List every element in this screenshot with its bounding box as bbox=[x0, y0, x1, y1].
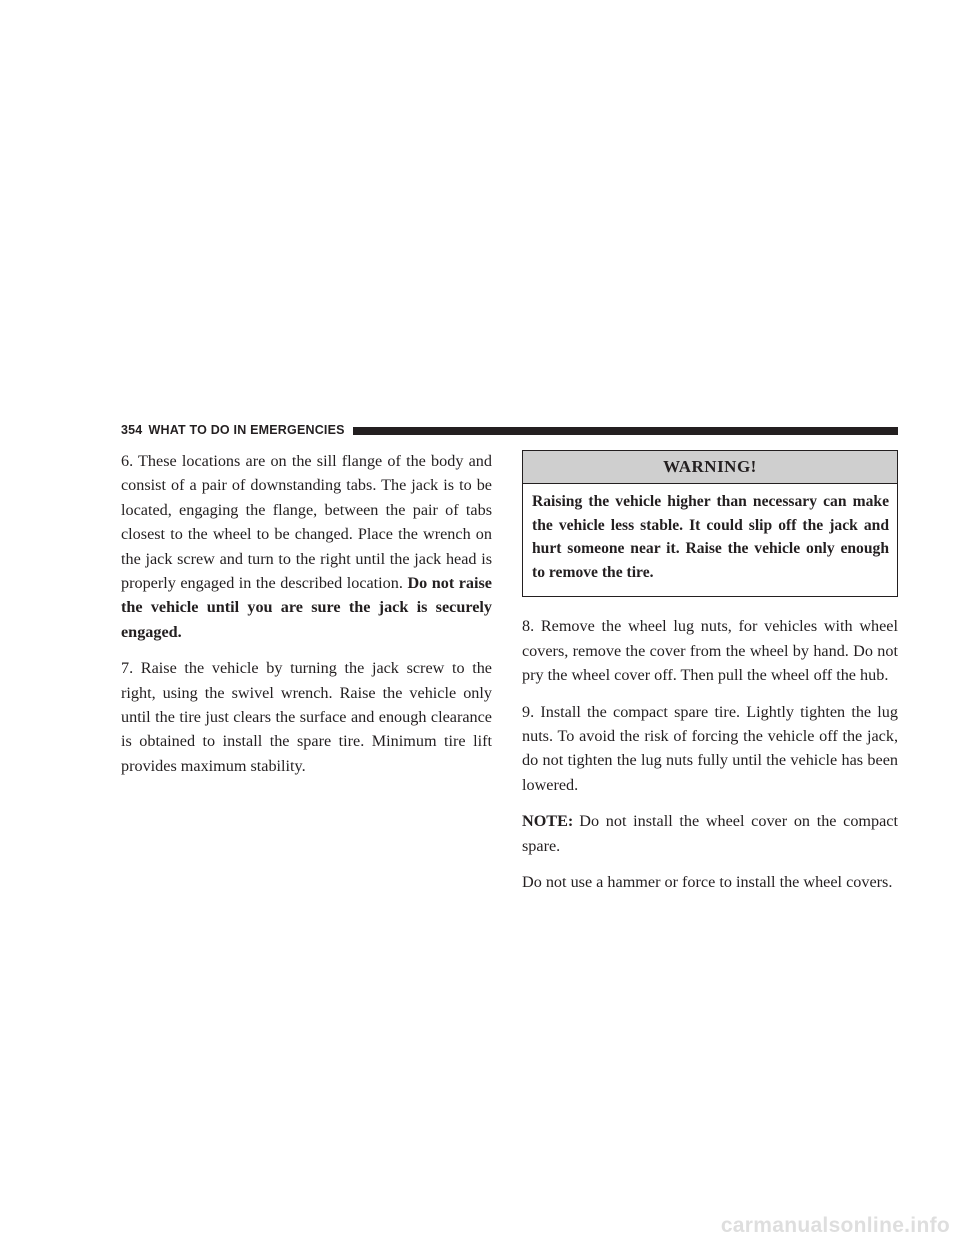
header-page-number: 354 bbox=[121, 423, 143, 437]
step-9-paragraph: 9. Install the compact spare tire. Lightly tighten the lug nuts. To avoid the risk of forcing the vehicle off the jack, do not tighten the lug nuts fully until the vehicle has been lowered. bbox=[522, 702, 898, 794]
step-6-text: 6. These locations are on the sill flange of the body and consist of a pair of downstanding tabs. The jack is to be located, engaging the flange, between the pair of tabs closest to the wheel to be changed. Place the wrench on the jack screw and turn to the right until the jack head is properly engaged in the described location. bbox=[121, 452, 492, 593]
header-rule bbox=[353, 427, 898, 435]
note-label: NOTE: bbox=[522, 812, 574, 831]
site-watermark: carmanualsonline.info bbox=[720, 1214, 950, 1237]
step-8-paragraph: 8. Remove the wheel lug nuts, for vehicles with wheel covers, remove the cover from the wheel by hand. Do not pry the wheel cover off. Then pull the wheel off the hub. bbox=[522, 617, 898, 685]
note-text: Do not install the wheel cover on the compact spare. bbox=[522, 812, 898, 855]
header-section-title: WHAT TO DO IN EMERGENCIES bbox=[148, 423, 345, 437]
step-7-paragraph: 7. Raise the vehicle by turning the jack screw to the right, using the swivel wrench. Raise the vehicle only until the tire just clears the surface and enough clearance is obtained to install the spare tire. Minimum tire lift provides maximum stability. bbox=[121, 659, 492, 775]
warning-body: Raising the vehicle higher than necessary can make the vehicle less stable. It could slip off the jack and hurt someone near it. Raise the vehicle only enough to remove the tire. bbox=[532, 493, 889, 581]
hammer-paragraph: Do not use a hammer or force to install the wheel covers. bbox=[522, 873, 893, 892]
note-paragraph bbox=[522, 809, 898, 858]
step-6-paragraph bbox=[121, 449, 492, 644]
warning-box bbox=[522, 450, 898, 597]
step-6-bold-warning: Do not raise the vehicle until you are sure the jack is securely engaged. bbox=[121, 574, 492, 641]
warning-title: WARNING! bbox=[523, 451, 897, 484]
left-column bbox=[121, 449, 492, 790]
page-header bbox=[121, 420, 898, 440]
right-column bbox=[522, 450, 898, 906]
